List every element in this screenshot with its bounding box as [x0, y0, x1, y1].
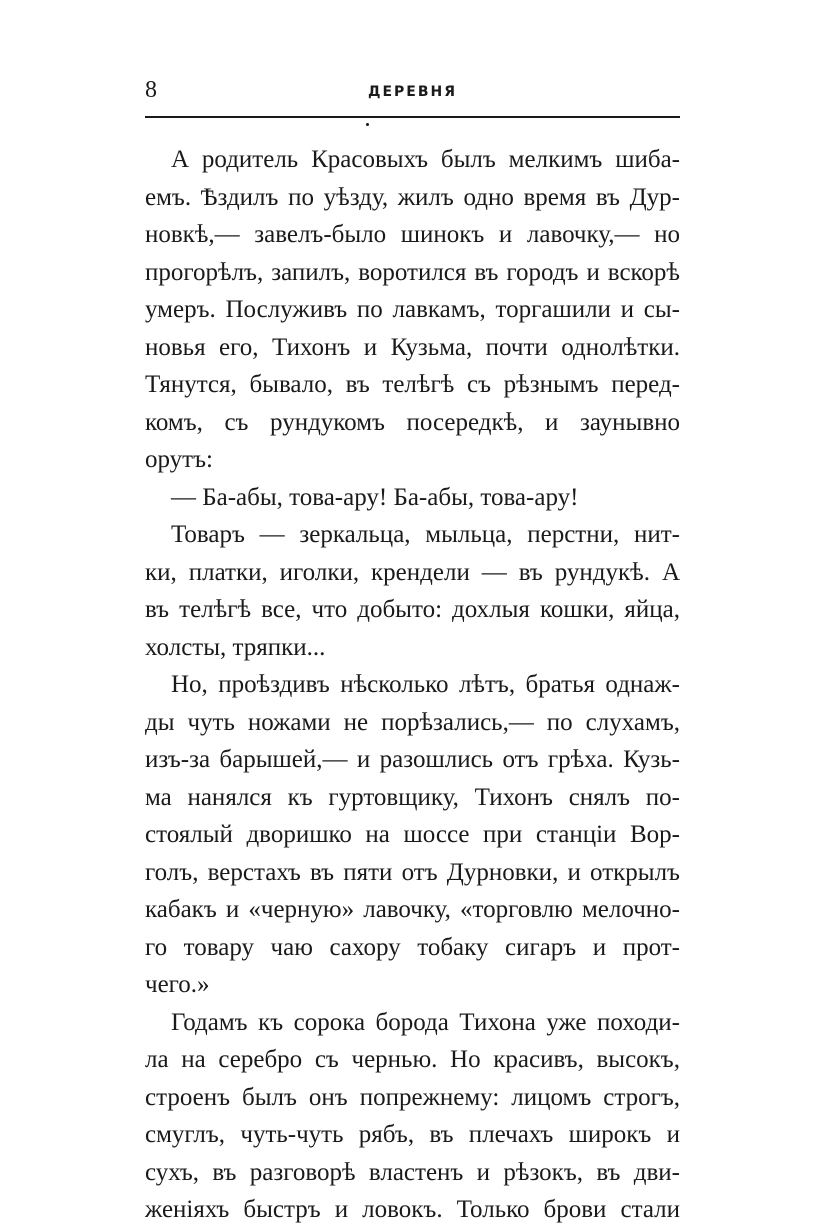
text-line: холсты, тряпки... [145, 633, 326, 661]
running-title: ДЕРЕВНЯ [367, 84, 458, 100]
text-line: сухъ, въ разговорѣ властенъ и рѣзокъ, въ дви- [145, 1158, 680, 1186]
text-line: Тянутся, бывало, въ телѣгѣ съ рѣзнымъ перед- [145, 371, 680, 398]
text-line: А родитель Красовыхъ былъ мелкимъ шиба- [171, 146, 680, 173]
page-number: 8 [145, 77, 157, 103]
text-line: Годамъ къ сорока борода Тихона уже походи- [171, 1008, 680, 1036]
text-line: умеръ. Послуживъ по лавкамъ, торгашили и сы- [145, 296, 680, 323]
text-line: новкѣ,— завелъ-было шинокъ и лавочку,— но [145, 221, 680, 248]
text-line: новья его, Тихонъ и Кузьма, почти однолѣтки. [145, 333, 680, 361]
text-line: орутъ: [145, 446, 213, 473]
body-text [145, 141, 680, 1229]
text-line: голъ, верстахъ въ пяти отъ Дурновки, и открылъ [145, 858, 680, 886]
text-line: изъ-за барышей,— и разошлись отъ грѣха. Кузь- [145, 746, 680, 773]
text-line: ла на серебро съ чернью. Но красивъ, высокъ, [145, 1046, 680, 1073]
text-line: строенъ былъ онъ попрежнему: лицомъ строгъ, [145, 1083, 680, 1111]
text-line: стоялый дворишко на шоссе при станціи Вор- [145, 821, 680, 848]
text-line: го товару чаю сахору тобаку сигаръ и прот- [145, 933, 680, 961]
text-line: смуглъ, чуть-чуть рябъ, въ плечахъ широкъ и [145, 1121, 680, 1148]
text-line: — Ба-абы, това-ару! Ба-абы, това-ару! [171, 483, 579, 511]
text-line: кабакъ и «черную» лавочку, «торговлю мелочно- [145, 896, 680, 923]
text-line: ки, платки, иголки, крендели — въ рундукѣ. А [145, 558, 680, 586]
header-rule [145, 116, 680, 118]
text-line: Товаръ — зеркальца, мыльца, перстни, нит- [171, 521, 680, 548]
text-line: женіяхъ быстръ и ловокъ. Только брови стали [145, 1196, 680, 1223]
text-line: ды чуть ножами не порѣзались,— по слухамъ, [145, 708, 680, 736]
text-line: емъ. Ѣздилъ по уѣзду, жилъ одно время въ Дур- [145, 183, 680, 211]
text-line: чего.» [145, 971, 210, 998]
text-line: комъ, съ рундукомъ посередкѣ, и заунывно [145, 408, 680, 436]
text-line: ма нанялся къ гуртовщику, Тихонъ снялъ по- [145, 783, 680, 811]
text-line: прогорѣлъ, запилъ, воротился въ городъ и вскорѣ [145, 258, 680, 286]
ornament-dot [366, 123, 369, 126]
text-line: Но, проѣздивъ нѣсколько лѣтъ, братья однаж- [171, 671, 680, 698]
page-header [145, 76, 680, 110]
text-line: въ телѣгѣ все, что добыто: дохлыя кошки, яйца, [145, 596, 680, 623]
